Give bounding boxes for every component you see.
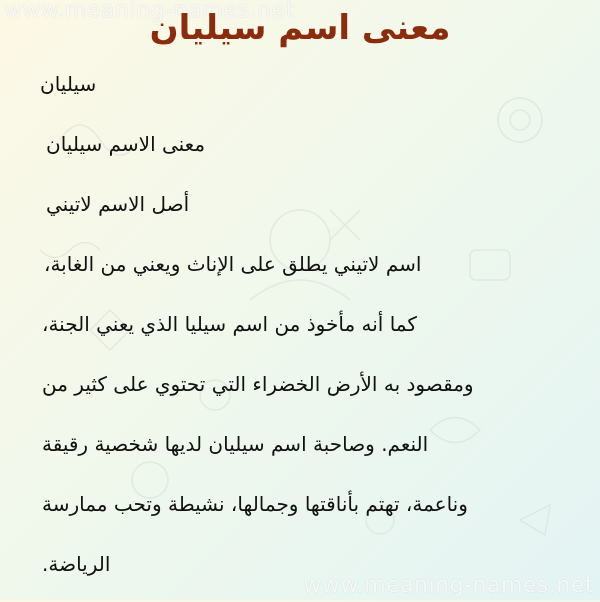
body-line: كما أنه مأخوذ من اسم سيليا الذي يعني الجنة،	[42, 312, 417, 336]
body-line: النعم. وصاحبة اسم سيليان لديها شخصية رقيقة	[42, 432, 429, 456]
body-line: الرياضة.	[42, 552, 111, 576]
body-line: ومقصود به الأرض الخضراء التي تحتوي على كثير من	[42, 372, 474, 396]
body-line: وناعمة، تهتم بأناقتها وجمالها، نشيطة وتحب ممارسة	[42, 492, 468, 516]
body-line: اسم لاتيني يطلق على الإناث ويعني من الغابة،	[44, 252, 422, 276]
watermark-bottom: www.meaning-names.net	[303, 573, 594, 598]
page-title: معنى اسم سيليان	[149, 8, 451, 48]
name-line: سيليان	[40, 72, 97, 96]
watermark-top: www.meaning-names.net	[4, 0, 295, 23]
article-content	[30, 62, 570, 602]
origin-line: أصل الاسم لاتيني	[46, 192, 190, 216]
meaning-heading: معنى الاسم سيليان	[46, 132, 206, 156]
